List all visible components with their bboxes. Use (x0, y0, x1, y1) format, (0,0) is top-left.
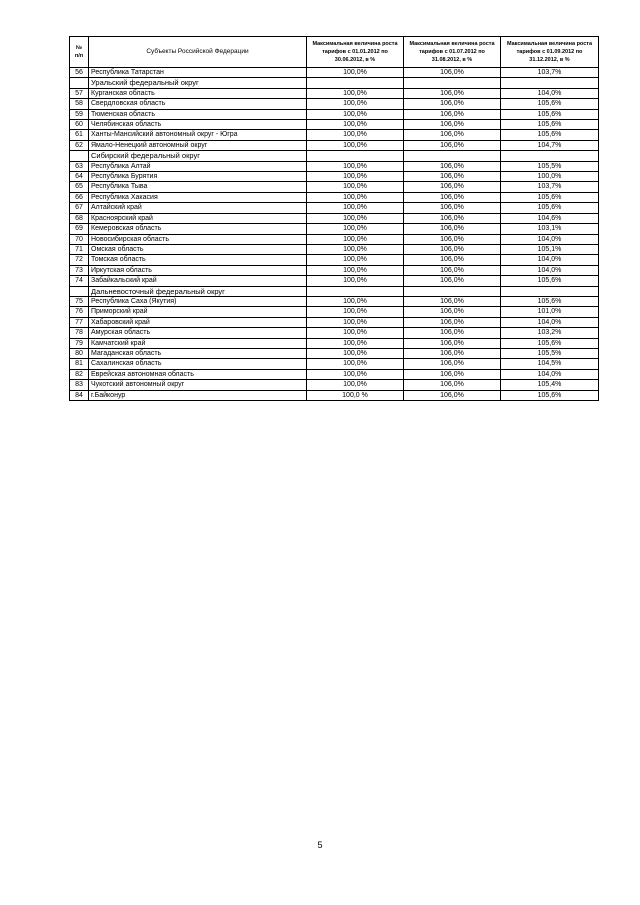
header-col3: Максимальная величина роста тарифов с 01.09.2012 по 31.12.2012, в % (501, 37, 599, 68)
region-name: Республика Бурятия (89, 172, 307, 182)
region-name: Кемеровская область (89, 224, 307, 234)
district-v2-cell (404, 151, 501, 161)
district-name: Уральский федеральный округ (89, 78, 307, 88)
region-name: Хабаровский край (89, 317, 307, 327)
table-row (70, 244, 599, 254)
row-number: 75 (70, 296, 89, 306)
value-col3: 104,0% (501, 265, 599, 275)
value-col3: 105,4% (501, 380, 599, 390)
value-col2: 106,0% (404, 224, 501, 234)
value-col1: 100,0% (307, 276, 404, 286)
value-col1: 100,0% (307, 192, 404, 202)
value-col1: 100,0% (307, 120, 404, 130)
value-col2: 106,0% (404, 348, 501, 358)
value-col3: 100,0% (501, 172, 599, 182)
value-col3: 104,0% (501, 317, 599, 327)
district-v2-cell (404, 78, 501, 88)
row-number: 57 (70, 88, 89, 98)
table-row (70, 140, 599, 150)
region-name: Камчатский край (89, 338, 307, 348)
row-number: 71 (70, 244, 89, 254)
value-col3: 104,0% (501, 369, 599, 379)
region-name: Новосибирская область (89, 234, 307, 244)
header-num: № п/п (70, 37, 89, 68)
table-row (70, 88, 599, 98)
value-col3: 105,1% (501, 244, 599, 254)
value-col1: 100,0% (307, 234, 404, 244)
district-row (70, 151, 599, 161)
value-col1: 100,0% (307, 338, 404, 348)
value-col1: 100,0% (307, 88, 404, 98)
value-col1: 100,0 % (307, 390, 404, 400)
region-name: Амурская область (89, 328, 307, 338)
row-number: 63 (70, 161, 89, 171)
value-col3: 103,2% (501, 328, 599, 338)
tariff-table (69, 36, 599, 401)
row-number: 58 (70, 99, 89, 109)
header-subject: Субъекты Российской Федерации (89, 37, 307, 68)
value-col2: 106,0% (404, 380, 501, 390)
district-v3-cell (501, 286, 599, 296)
region-name: Тюменская область (89, 109, 307, 119)
row-number: 79 (70, 338, 89, 348)
value-col1: 100,0% (307, 224, 404, 234)
table-row (70, 213, 599, 223)
value-col3: 104,5% (501, 359, 599, 369)
row-number: 81 (70, 359, 89, 369)
district-v2-cell (404, 286, 501, 296)
region-name: г.Байконур (89, 390, 307, 400)
value-col2: 106,0% (404, 276, 501, 286)
table-row (70, 120, 599, 130)
value-col2: 106,0% (404, 140, 501, 150)
value-col3: 104,0% (501, 234, 599, 244)
value-col1: 100,0% (307, 68, 404, 78)
value-col1: 100,0% (307, 140, 404, 150)
district-num-cell (70, 78, 89, 88)
value-col1: 100,0% (307, 172, 404, 182)
table-row (70, 390, 599, 400)
value-col2: 106,0% (404, 99, 501, 109)
value-col2: 106,0% (404, 390, 501, 400)
value-col2: 106,0% (404, 369, 501, 379)
region-name: Ямало-Ненецкий автономный округ (89, 140, 307, 150)
value-col2: 106,0% (404, 192, 501, 202)
value-col1: 100,0% (307, 317, 404, 327)
table-row (70, 68, 599, 78)
table-row (70, 369, 599, 379)
value-col3: 105,6% (501, 276, 599, 286)
region-name: Забайкальский край (89, 276, 307, 286)
value-col2: 106,0% (404, 255, 501, 265)
row-number: 78 (70, 328, 89, 338)
value-col1: 100,0% (307, 369, 404, 379)
district-v1-cell (307, 286, 404, 296)
value-col2: 106,0% (404, 296, 501, 306)
region-name: Челябинская область (89, 120, 307, 130)
value-col2: 106,0% (404, 182, 501, 192)
table-row (70, 172, 599, 182)
value-col1: 100,0% (307, 109, 404, 119)
value-col1: 100,0% (307, 213, 404, 223)
value-col2: 106,0% (404, 328, 501, 338)
value-col1: 100,0% (307, 296, 404, 306)
district-name: Сибирский федеральный округ (89, 151, 307, 161)
region-name: Алтайский край (89, 203, 307, 213)
table-row (70, 192, 599, 202)
row-number: 67 (70, 203, 89, 213)
row-number: 69 (70, 224, 89, 234)
value-col1: 100,0% (307, 380, 404, 390)
region-name: Иркутская область (89, 265, 307, 275)
value-col2: 106,0% (404, 317, 501, 327)
value-col2: 106,0% (404, 203, 501, 213)
header-col2: Максимальная величина роста тарифов с 01.07.2012 по 31.08.2012, в % (404, 37, 501, 68)
district-v3-cell (501, 78, 599, 88)
value-col2: 106,0% (404, 213, 501, 223)
value-col1: 100,0% (307, 99, 404, 109)
region-name: Ханты-Мансийский автономный округ - Югра (89, 130, 307, 140)
table-row (70, 338, 599, 348)
value-col3: 103,7% (501, 182, 599, 192)
value-col2: 106,0% (404, 68, 501, 78)
region-name: Республика Саха (Якутия) (89, 296, 307, 306)
region-name: Красноярский край (89, 213, 307, 223)
value-col3: 101,0% (501, 307, 599, 317)
table-row (70, 182, 599, 192)
value-col3: 105,6% (501, 120, 599, 130)
row-number: 80 (70, 348, 89, 358)
table-row (70, 265, 599, 275)
value-col1: 100,0% (307, 161, 404, 171)
value-col3: 104,0% (501, 88, 599, 98)
value-col3: 105,6% (501, 99, 599, 109)
value-col3: 104,0% (501, 255, 599, 265)
row-number: 82 (70, 369, 89, 379)
header-col1: Максимальная величина роста тарифов с 01.01.2012 по 30.06.2012, в % (307, 37, 404, 68)
district-v3-cell (501, 151, 599, 161)
table-body (70, 68, 599, 401)
table-row (70, 255, 599, 265)
value-col1: 100,0% (307, 182, 404, 192)
value-col2: 106,0% (404, 338, 501, 348)
value-col3: 104,6% (501, 213, 599, 223)
value-col2: 106,0% (404, 244, 501, 254)
value-col3: 105,6% (501, 296, 599, 306)
row-number: 77 (70, 317, 89, 327)
tariff-table-container (69, 36, 598, 401)
value-col3: 103,1% (501, 224, 599, 234)
value-col3: 105,6% (501, 338, 599, 348)
table-row (70, 109, 599, 119)
value-col3: 103,7% (501, 68, 599, 78)
table-row (70, 307, 599, 317)
value-col1: 100,0% (307, 130, 404, 140)
row-number: 70 (70, 234, 89, 244)
row-number: 56 (70, 68, 89, 78)
value-col1: 100,0% (307, 328, 404, 338)
table-row (70, 317, 599, 327)
region-name: Чукотский автономный округ (89, 380, 307, 390)
value-col3: 105,6% (501, 192, 599, 202)
value-col1: 100,0% (307, 244, 404, 254)
region-name: Томская область (89, 255, 307, 265)
table-row (70, 130, 599, 140)
value-col2: 106,0% (404, 359, 501, 369)
region-name: Магаданская область (89, 348, 307, 358)
table-row (70, 276, 599, 286)
page-number: 5 (317, 840, 323, 850)
table-row (70, 348, 599, 358)
region-name: Курганская область (89, 88, 307, 98)
value-col1: 100,0% (307, 255, 404, 265)
district-name: Дальневосточный федеральный округ (89, 286, 307, 296)
table-row (70, 99, 599, 109)
value-col2: 106,0% (404, 307, 501, 317)
region-name: Приморский край (89, 307, 307, 317)
table-row (70, 224, 599, 234)
row-number: 76 (70, 307, 89, 317)
district-v1-cell (307, 78, 404, 88)
value-col3: 104,7% (501, 140, 599, 150)
row-number: 66 (70, 192, 89, 202)
region-name: Республика Татарстан (89, 68, 307, 78)
value-col3: 105,5% (501, 161, 599, 171)
value-col1: 100,0% (307, 203, 404, 213)
district-row (70, 78, 599, 88)
table-row (70, 234, 599, 244)
value-col2: 106,0% (404, 172, 501, 182)
row-number: 61 (70, 130, 89, 140)
region-name: Еврейская автономная область (89, 369, 307, 379)
value-col2: 106,0% (404, 88, 501, 98)
value-col3: 105,6% (501, 390, 599, 400)
value-col2: 106,0% (404, 109, 501, 119)
row-number: 60 (70, 120, 89, 130)
district-v1-cell (307, 151, 404, 161)
row-number: 68 (70, 213, 89, 223)
row-number: 83 (70, 380, 89, 390)
value-col3: 105,6% (501, 203, 599, 213)
region-name: Свердловская область (89, 99, 307, 109)
value-col2: 106,0% (404, 130, 501, 140)
row-number: 72 (70, 255, 89, 265)
table-row (70, 203, 599, 213)
row-number: 84 (70, 390, 89, 400)
row-number: 62 (70, 140, 89, 150)
value-col3: 105,6% (501, 130, 599, 140)
table-header-row (70, 37, 599, 68)
region-name: Омская область (89, 244, 307, 254)
table-row (70, 296, 599, 306)
table-row (70, 380, 599, 390)
value-col1: 100,0% (307, 307, 404, 317)
district-num-cell (70, 286, 89, 296)
row-number: 59 (70, 109, 89, 119)
value-col1: 100,0% (307, 265, 404, 275)
value-col2: 106,0% (404, 265, 501, 275)
region-name: Республика Тыва (89, 182, 307, 192)
region-name: Республика Алтай (89, 161, 307, 171)
value-col1: 100,0% (307, 348, 404, 358)
row-number: 73 (70, 265, 89, 275)
value-col2: 106,0% (404, 161, 501, 171)
row-number: 65 (70, 182, 89, 192)
table-row (70, 161, 599, 171)
value-col2: 106,0% (404, 120, 501, 130)
value-col1: 100,0% (307, 359, 404, 369)
region-name: Сахалинская область (89, 359, 307, 369)
region-name: Республика Хакасия (89, 192, 307, 202)
value-col3: 105,6% (501, 109, 599, 119)
district-num-cell (70, 151, 89, 161)
district-row (70, 286, 599, 296)
row-number: 64 (70, 172, 89, 182)
value-col3: 105,5% (501, 348, 599, 358)
table-row (70, 359, 599, 369)
row-number: 74 (70, 276, 89, 286)
value-col2: 106,0% (404, 234, 501, 244)
table-row (70, 328, 599, 338)
